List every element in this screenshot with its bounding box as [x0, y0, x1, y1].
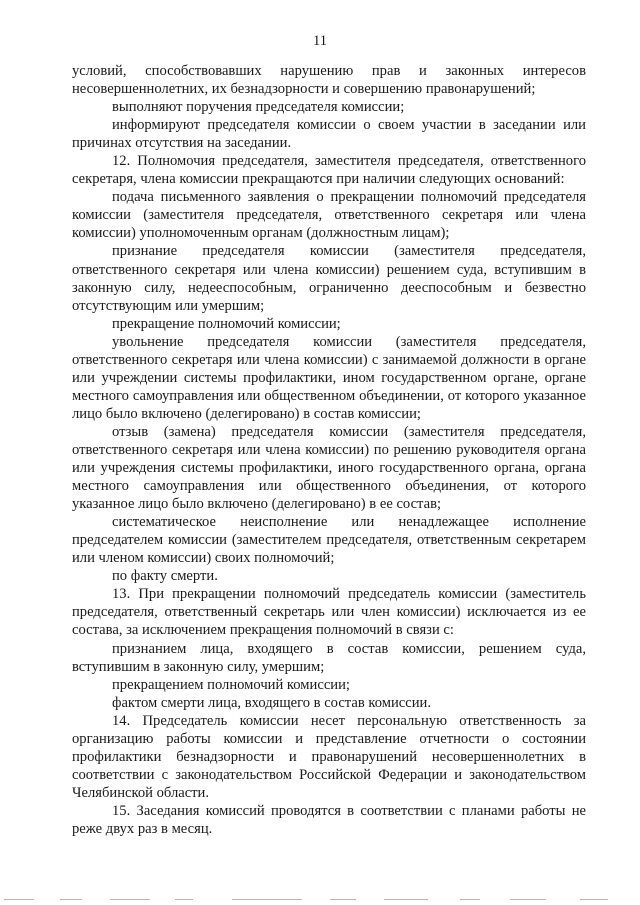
- paragraph: 14. Председатель комиссии несет персональную ответственность за организацию работы комиссии и представление отчетности о состоянии профилактики безнадзорности и правонарушений несовершеннолетних в соответствии с законодательством Российской Федерации и законодательством Челябинской области.: [72, 712, 586, 801]
- paragraph: по факту смерти.: [112, 568, 218, 585]
- paragraph: 12. Полномочия председателя, заместителя председателя, ответственного секретаря, члена комиссии прекращаются при наличии следующих оснований:: [72, 153, 586, 188]
- paragraph: подача письменного заявления о прекращении полномочий председателя комиссии (заместителя председателя, ответственного секретаря или члена комиссии) уполномоченным органам (должностным лицам);: [72, 189, 586, 242]
- paragraph: систематическое неисполнение или ненадлежащее исполнение председателем комиссии (заместителем председателя, ответственным секретарем или членом комиссии) своих полномочий;: [72, 514, 586, 567]
- paragraph: информируют председателя комиссии о своем участии в заседании или причинах отсутствия на заседании.: [72, 117, 586, 152]
- page-number: 11: [313, 33, 327, 49]
- paragraph: увольнение председателя комиссии (заместителя председателя, ответственного секретаря или члена комиссии) с занимаемой должности в органе или учреждении системы профилактики, ином государственном органе, органе местного самоуправления или общественном объединении, от которого указанное лицо было включено (делегировано) в состав комиссии;: [72, 333, 586, 422]
- paragraph: фактом смерти лица, входящего в состав комиссии.: [112, 694, 432, 711]
- paragraph: выполняют поручения председателя комиссии;: [112, 99, 405, 116]
- paragraph: прекращение полномочий комиссии;: [112, 315, 341, 332]
- scan-edge-artifact: [0, 893, 640, 905]
- paragraph: 13. При прекращении полномочий председатель комиссии (заместитель председателя, ответственный секретарь или член комиссии) исключается из ее состава, за исключением прекращения полномочий в связи с:: [72, 586, 586, 639]
- paragraph: признание председателя комиссии (заместителя председателя, ответственного секретаря или члена комиссии) решением суда, вступившим в законную силу, недееспособным, ограниченно дееспособным и безвестно отсутствующим или умершим;: [72, 243, 586, 314]
- body-text: [72, 62, 586, 838]
- paragraph: прекращением полномочий комиссии;: [112, 676, 350, 693]
- paragraph: признанием лица, входящего в состав комиссии, решением суда, вступившим в законную силу, умершим;: [72, 640, 586, 675]
- paragraph: условий, способствовавших нарушению прав и законных интересов несовершеннолетних, их безнадзорности и совершению правонарушений;: [72, 63, 586, 98]
- paragraph: отзыв (замена) председателя комиссии (заместителя председателя, ответственного секретаря или члена комиссии) по решению руководителя органа или учреждения системы профилактики, иного государственного органа, органа местного самоуправления или общественного объединения, от которого указанное лицо было включено (делегировано) в ее состав;: [72, 423, 586, 513]
- paragraph: 15. Заседания комиссий проводятся в соответствии с планами работы не реже двух раз в месяц.: [72, 802, 586, 837]
